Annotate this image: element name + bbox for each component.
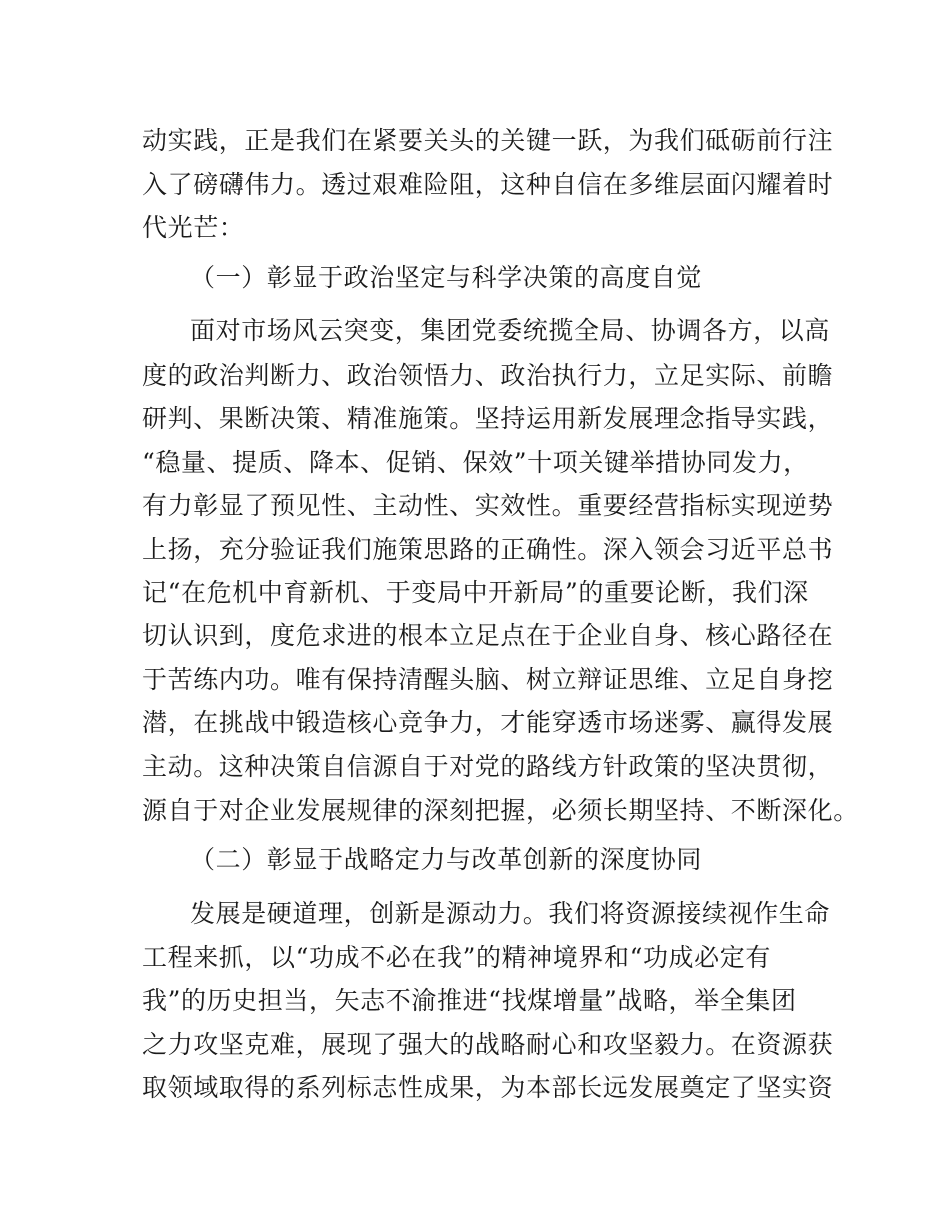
section-heading: （一）彰显于政治坚定与科学决策的高度自觉	[190, 263, 703, 292]
text-line: 于苦练内功。唯有保持清醒头脑、树立辩证思维、立足自身挖	[142, 665, 834, 694]
text-line: 潜，在挑战中锻造核心竞争力，才能穿透市场迷雾、赢得发展	[142, 708, 834, 737]
text-line: 研判、果断决策、精准施策。坚持运用新发展理念指导实践，	[142, 404, 834, 433]
text-line: 主动。这种决策自信源自于对党的路线方针政策的坚决贯彻，	[142, 752, 834, 781]
text-line: 取领域取得的系列标志性成果，为本部长远发展奠定了坚实资	[142, 1073, 834, 1102]
text-line: 之力攻坚克难，展现了强大的战略耐心和攻坚毅力。在资源获	[142, 1030, 834, 1059]
text-line: 记“在危机中育新机、于变局中开新局”的重要论断，我们深	[142, 578, 809, 607]
text-line: 工程来抓，以“功成不必在我”的精神境界和“功成必定有	[142, 943, 771, 972]
paragraph-first-line: 面对市场风云突变，集团党委统揽全局、协调各方，以高	[190, 316, 831, 345]
text-line: 动实践，正是我们在紧要关头的关键一跃，为我们砥砺前行注	[142, 126, 834, 155]
text-line: 我”的历史担当，矢志不渝推进“找煤增量”战略，举全集团	[142, 986, 797, 1015]
paragraph-first-line: 发展是硬道理，创新是源动力。我们将资源接续视作生命	[190, 899, 831, 928]
text-line: 上扬，充分验证我们施策思路的正确性。深入领会习近平总书	[142, 535, 834, 564]
text-line: 源自于对企业发展规律的深刻把握，必须长期坚持、不断深化。	[142, 796, 859, 825]
text-line: 代光芒：	[142, 213, 245, 242]
text-line: 入了磅礴伟力。透过艰难险阻，这种自信在多维层面闪耀着时	[142, 170, 834, 199]
text-line: “稳量、提质、降本、促销、保效”十项关键举措协同发力，	[142, 448, 809, 477]
section-heading: （二）彰显于战略定力与改革创新的深度协同	[190, 845, 703, 874]
text-line: 切认识到，度危求进的根本立足点在于企业自身、核心路径在	[142, 621, 834, 650]
text-line: 度的政治判断力、政治领悟力、政治执行力，立足实际、前瞻	[142, 361, 834, 390]
text-line: 有力彰显了预见性、主动性、实效性。重要经营指标实现逆势	[142, 491, 834, 520]
